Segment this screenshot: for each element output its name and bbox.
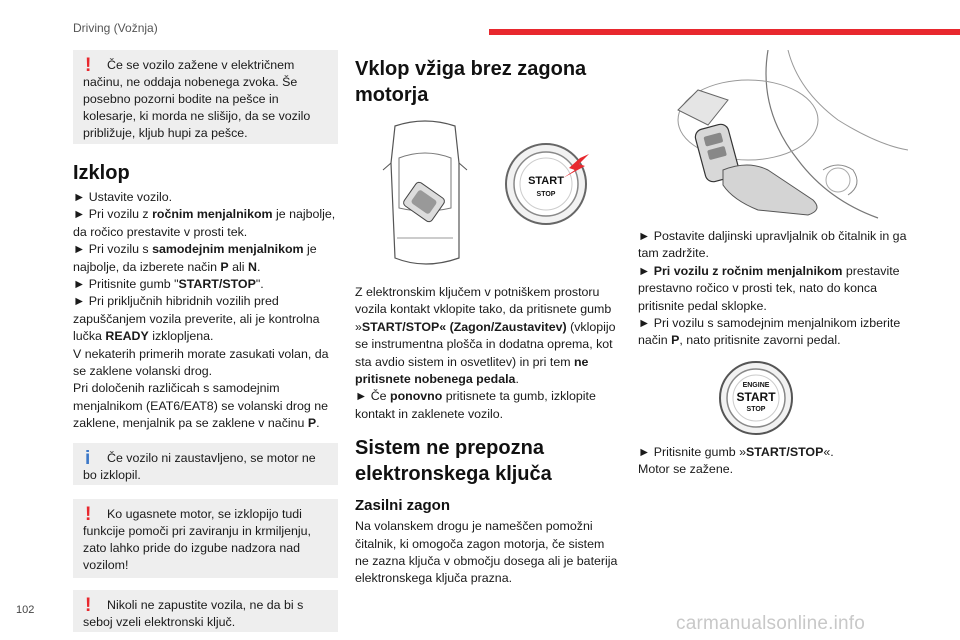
column-2 [355, 50, 620, 588]
warning-icon: ! [85, 594, 92, 616]
illustration-engine-start-button [638, 360, 908, 440]
start-button-label-1: START [528, 175, 564, 187]
warning-box-key: ! Nikoli ne zapustite vozila, ne da bi s seboj vzeli elektronski ključ. [73, 590, 338, 632]
heading-vklop-vziga: Vklop vžiga brez zagona motorja [355, 58, 587, 106]
engine-start-button-icon [638, 360, 908, 440]
vklop-paragraph: Z elektronskim ključem v potniškem prostoru vozila kontakt vklopite tako, da pritisnete gumb »START/STOP« (Zagon/Zaustavitev) (vklopijo se instrumentna plošča in dodatna oprema, kot sta avdio sistem in osvetlitev) in pri tem ne pritisnete nobenega pedala. [355, 285, 616, 387]
heading-key-not-recognized: Sistem ne prepozna elektronskega ključa [355, 437, 552, 486]
column-1 [73, 50, 338, 632]
vklop-step-2: ► Če ponovno pritisnete ta gumb, izklopite kontakt in zaklenete vozilo. [355, 389, 596, 421]
column-3 [638, 50, 908, 479]
engine-button-label-1: ENGINE [742, 381, 770, 389]
zasilni-zagon-paragraph: Na volanskem drogu je nameščen pomožni čitalnik, ki omogoča zagon motorja, če sistem ne zazna ključa v območju dosega ali je baterija elektronskega ključa prazna. [355, 519, 618, 586]
steering-column-illustration [638, 50, 908, 220]
warning-icon: ! [85, 55, 92, 76]
illustration-backup-reader [638, 50, 908, 220]
warning-box-electric-mode: ! Če se vozilo zažene v električnem načinu, ne oddaja nobenega zvoka. Še posebno pozorni bodite na pešce in kolesarje, ki morda ne slišijo, da se vozilo približuje, kljub hupi za pešce. [73, 50, 338, 144]
izklop-steps: ► Ustavite vozilo. ► Pri vozilu z ročnim menjalnikom je najbolje, da ročico prestavite v prosti tek. ► Pri vozilu s samodejnim menjalnikom je najbolje, da izberete način P ali N. ► Pritisnite gumb "START/STOP". ► Pri priključnih hibridnih vozilih pred zapuščanjem vozila preverite, ali je kontrolna lučka READY izklopljena. V nekaterih primerih morate zasukati volan, da se zaklene volanski drog. Pri določenih različicah s samodejnim menjalnikom (EAT6/EAT8) se volanski drog ne zaklene, menjalnik pa se zaklene v načinu P. [73, 190, 336, 431]
page-number: 102 [16, 604, 35, 616]
subheading-zasilni-zagon: Zasilni zagon [355, 497, 451, 515]
section-header: Driving (Vožnja) [73, 21, 158, 35]
engine-start-steps: ► Pritisnite gumb »START/STOP«. Motor se zažene. [638, 444, 834, 477]
heading-izklop: Izklop [73, 162, 130, 184]
engine-button-label-2: START [736, 389, 776, 404]
illustration-car-key [355, 118, 620, 274]
info-box-engine-stop: i Če vozilo ni zaustavljeno, se motor ne bo izklopil. [73, 443, 338, 485]
warning-box-brake-assist: ! Ko ugasnete motor, se izklopijo tudi funkcije pomoči pri zaviranju in krmiljenju, zato lahko pride do izgube nadzora nad vozilom! [73, 499, 338, 578]
engine-button-label-3: STOP [746, 405, 766, 413]
watermark: carmanualsonline.info [676, 613, 866, 634]
info-icon: i [85, 447, 91, 469]
backup-reader-steps: ► Postavite daljinski upravljalnik ob čitalnik in ga tam zadržite. ► Pri vozilu z ročnim menjalnikom prestavite prestavno ročico v prosti tek, nato do konca pritisnite pedal sklopke. ► Pri vozilu s samodejnim menjalnikom izberite način P, nato pritisnite zavorni pedal. [638, 229, 907, 348]
warning-icon: ! [85, 503, 92, 525]
car-key-illustration [355, 118, 620, 274]
start-button-label-2: STOP [536, 191, 556, 198]
header-accent-bar [489, 29, 960, 35]
